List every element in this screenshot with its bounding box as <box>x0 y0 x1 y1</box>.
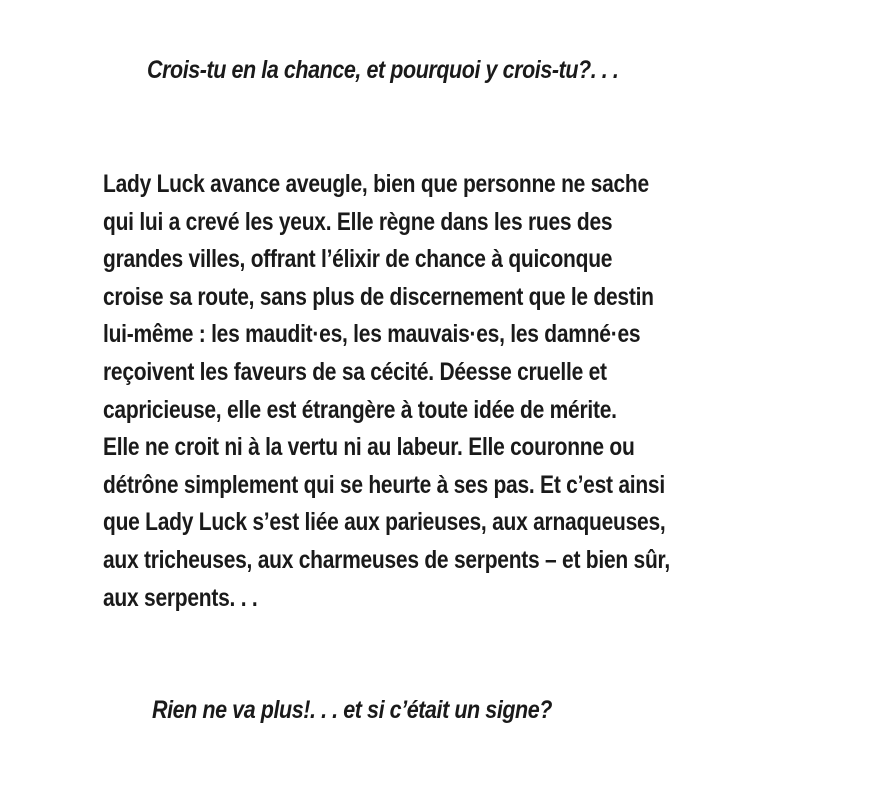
closing-question: Rien ne va plus!. . . et si c’était un signe? <box>152 696 553 724</box>
paragraph-line: que Lady Luck s’est liée aux parieuses, aux arnaqueuses, <box>103 508 666 537</box>
body-paragraph <box>103 166 863 617</box>
paragraph-line: Elle ne croit ni à la vertu ni au labeur. Elle couronne ou <box>103 433 635 462</box>
paragraph-line: lui-même : les maudit·es, les mauvais·es, les damné·es <box>103 320 641 349</box>
paragraph-line: aux tricheuses, aux charmeuses de serpents – et bien sûr, <box>103 545 670 574</box>
paragraph-line: aux serpents. . . <box>103 583 258 612</box>
paragraph-line: Lady Luck avance aveugle, bien que personne ne sache <box>103 170 649 198</box>
paragraph-line: grandes villes, offrant l’élixir de chance à quiconque <box>103 245 613 274</box>
paragraph-line: croise sa route, sans plus de discernement que le destin <box>103 282 654 311</box>
paragraph-line: détrône simplement qui se heurte à ses pas. Et c’est ainsi <box>103 470 665 499</box>
paragraph-line: reçoivent les faveurs de sa cécité. Déesse cruelle et <box>103 357 607 386</box>
opening-question: Crois-tu en la chance, et pourquoi y crois-tu?. . . <box>147 56 619 84</box>
paragraph-line: capricieuse, elle est étrangère à toute idée de mérite. <box>103 395 617 424</box>
paragraph-line: qui lui a crevé les yeux. Elle règne dans les rues des <box>103 207 613 236</box>
